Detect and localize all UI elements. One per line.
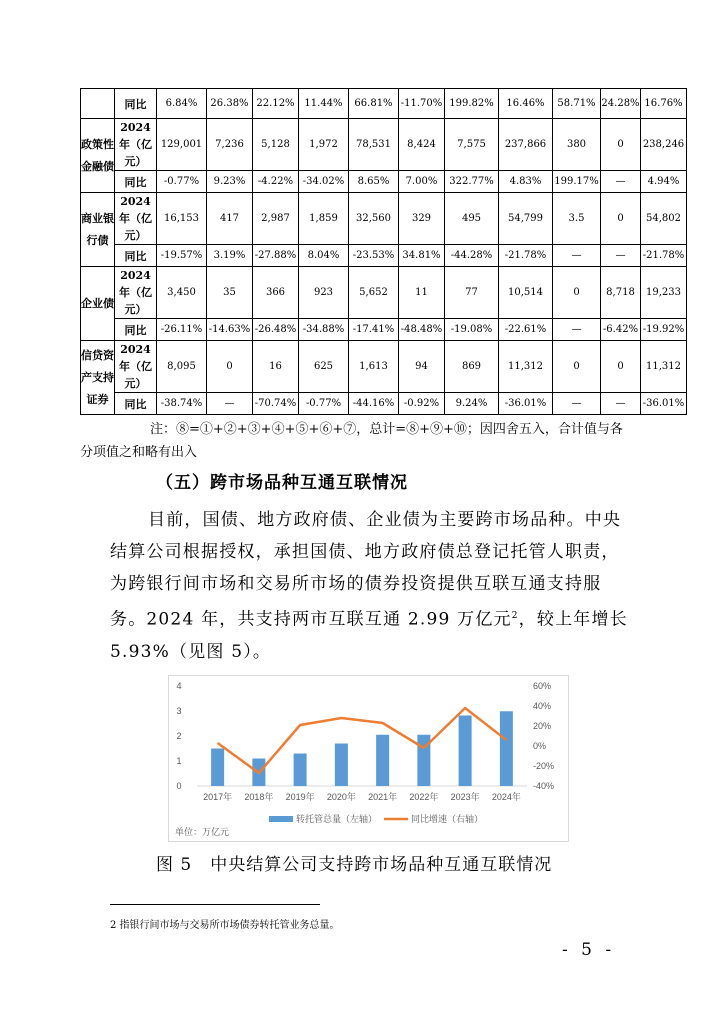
table-cell: 58.71% — [553, 89, 601, 119]
table-cell: -11.70% — [399, 89, 445, 119]
table-cell: 16.76% — [641, 89, 687, 119]
body-paragraph — [110, 504, 630, 668]
table-cell: 9.23% — [207, 171, 253, 193]
left-tick-label: 4 — [176, 681, 182, 691]
table-cell: 0 — [601, 341, 641, 393]
table-row-yoy — [81, 171, 687, 193]
table-cell: 8,424 — [399, 119, 445, 171]
table-cell: — — [207, 393, 253, 415]
table-row-value — [81, 341, 687, 393]
table-cell: 3,450 — [157, 267, 207, 319]
table-cell: 495 — [445, 193, 499, 245]
table-cell: 9.24% — [445, 393, 499, 415]
table-cell: 237,866 — [499, 119, 553, 171]
table-cell: -21.78% — [499, 245, 553, 267]
left-tick-label: 2 — [176, 731, 182, 741]
yoy-label: 同比 — [115, 89, 157, 119]
table-cell: -0.77% — [299, 393, 349, 415]
table-cell: 22.12% — [253, 89, 299, 119]
right-tick-label: -20% — [533, 761, 555, 771]
table-cell: 77 — [445, 267, 499, 319]
table-cell: 0 — [553, 267, 601, 319]
table-cell: 11,312 — [641, 341, 687, 393]
table-cell: -6.42% — [601, 319, 641, 341]
table-row-yoy — [81, 393, 687, 415]
x-tick-label: 2023年 — [450, 792, 480, 802]
table-cell: 380 — [553, 119, 601, 171]
footnote-mark: 2 — [511, 611, 519, 621]
table-row-prev-yoy — [81, 89, 687, 119]
table-cell: 923 — [299, 267, 349, 319]
table-cell: 129,001 — [157, 119, 207, 171]
category-cell: 信贷资产支持证券 — [81, 341, 115, 415]
footnote-divider — [110, 904, 320, 905]
table-cell: 869 — [445, 341, 499, 393]
table-cell: 7,575 — [445, 119, 499, 171]
x-tick-label: 2020年 — [326, 792, 356, 802]
table-cell: 7.00% — [399, 171, 445, 193]
table-cell: 322.77% — [445, 171, 499, 193]
figure-caption: 图 5 中央结算公司支持跨市场品种互通互联情况 — [156, 855, 553, 875]
table-cell: -0.77% — [157, 171, 207, 193]
table-cell: 19,233 — [641, 267, 687, 319]
table-cell: 0 — [207, 341, 253, 393]
table-cell: 26.38% — [207, 89, 253, 119]
table-cell: -44.16% — [349, 393, 399, 415]
table-cell: 32,560 — [349, 193, 399, 245]
yoy-label: 同比 — [115, 245, 157, 267]
value-label: 2024 年（亿元） — [115, 341, 157, 393]
table-cell: 8,718 — [601, 267, 641, 319]
table-cell: 8.04% — [299, 245, 349, 267]
table-cell: — — [553, 319, 601, 341]
table-cell: 24.28% — [601, 89, 641, 119]
value-label: 2024 年（亿元） — [115, 267, 157, 319]
table-cell: -48.48% — [399, 319, 445, 341]
table-cell: -44.28% — [445, 245, 499, 267]
table-cell: -26.48% — [253, 319, 299, 341]
table-cell: -36.01% — [641, 393, 687, 415]
bar-2017年 — [211, 749, 224, 787]
x-tick-label: 2022年 — [409, 792, 439, 802]
table-cell: -19.08% — [445, 319, 499, 341]
page-number: - 5 - — [562, 940, 616, 960]
table-cell: -23.53% — [349, 245, 399, 267]
bar-2020年 — [335, 744, 348, 787]
right-tick-label: 60% — [533, 681, 552, 691]
table-cell: — — [601, 171, 641, 193]
note-line-2: 分项值之和略有出入 — [80, 445, 198, 460]
table-cell: -0.92% — [399, 393, 445, 415]
bond-table — [80, 88, 687, 415]
yoy-label: 同比 — [115, 319, 157, 341]
table-cell: 7,236 — [207, 119, 253, 171]
right-tick-label: 40% — [533, 701, 552, 711]
legend-bar-label: 转托管总量（左轴） — [296, 814, 378, 824]
table-cell: — — [601, 245, 641, 267]
section-title: （五）跨市场品种互通互联情况 — [156, 473, 408, 493]
table-cell: 366 — [253, 267, 299, 319]
table-cell: -34.88% — [299, 319, 349, 341]
table-cell: -36.01% — [499, 393, 553, 415]
right-tick-label: 0% — [533, 741, 547, 751]
table-cell: -4.22% — [253, 171, 299, 193]
table-row-yoy — [81, 245, 687, 267]
table-cell: 10,514 — [499, 267, 553, 319]
table-row-value — [81, 193, 687, 245]
table-cell: 1,859 — [299, 193, 349, 245]
left-tick-label: 1 — [176, 756, 182, 766]
value-label: 2024 年（亿元） — [115, 119, 157, 171]
table-cell: — — [553, 393, 601, 415]
x-tick-label: 2019年 — [285, 792, 315, 802]
table-cell: 16 — [253, 341, 299, 393]
table-cell: -19.92% — [641, 319, 687, 341]
table-cell: 199.82% — [445, 89, 499, 119]
blank-cell — [81, 89, 115, 119]
bar-2024年 — [500, 711, 513, 786]
left-tick-label: 3 — [176, 706, 182, 716]
yoy-label: 同比 — [115, 171, 157, 193]
cross-market-chart — [169, 676, 568, 841]
table-cell: 329 — [399, 193, 445, 245]
table-cell: 199.17% — [553, 171, 601, 193]
table-cell: 35 — [207, 267, 253, 319]
table-cell: 6.84% — [157, 89, 207, 119]
table-cell: 11 — [399, 267, 445, 319]
table-cell: 5,652 — [349, 267, 399, 319]
table-cell: -27.88% — [253, 245, 299, 267]
legend-bar-swatch — [269, 816, 293, 822]
yoy-label: 同比 — [115, 393, 157, 415]
legend-line-label: 同比增速（右轴） — [411, 814, 484, 824]
table-cell: -21.78% — [641, 245, 687, 267]
table-cell: 34.81% — [399, 245, 445, 267]
table-cell: -14.63% — [207, 319, 253, 341]
table-cell: -34.02% — [299, 171, 349, 193]
table-cell: — — [553, 245, 601, 267]
table-row-yoy — [81, 319, 687, 341]
table-cell: 0 — [553, 341, 601, 393]
table-cell: 8.65% — [349, 171, 399, 193]
table-note — [80, 418, 640, 464]
table-cell: -19.57% — [157, 245, 207, 267]
value-label: 2024 年（亿元） — [115, 193, 157, 245]
table-cell: 54,799 — [499, 193, 553, 245]
table-cell: 3.5 — [553, 193, 601, 245]
table-cell: 625 — [299, 341, 349, 393]
table-cell: 3.19% — [207, 245, 253, 267]
bar-2019年 — [294, 754, 307, 787]
table-cell: 4.94% — [641, 171, 687, 193]
table-cell: -17.41% — [349, 319, 399, 341]
table-cell: 1,613 — [349, 341, 399, 393]
bar-2023年 — [459, 716, 472, 787]
x-tick-label: 2018年 — [244, 792, 274, 802]
left-tick-label: 0 — [176, 781, 182, 791]
table-cell: -70.74% — [253, 393, 299, 415]
table-cell: 94 — [399, 341, 445, 393]
paragraph-text-after: ，较上年增长 5.93%（见图 5）。 — [110, 609, 628, 662]
table-cell: 5,128 — [253, 119, 299, 171]
table-cell: 11.44% — [299, 89, 349, 119]
table-cell: 11,312 — [499, 341, 553, 393]
table-cell: 0 — [601, 193, 641, 245]
table-cell: 2,987 — [253, 193, 299, 245]
table-cell: 8,095 — [157, 341, 207, 393]
footnote: 2 指银行间市场与交易所市场债券转托管业务总量。 — [110, 920, 340, 931]
table-cell: 54,802 — [641, 193, 687, 245]
table-cell: — — [601, 393, 641, 415]
table-cell: -38.74% — [157, 393, 207, 415]
note-line-1: 注：⑧=①+②+③+④+⑤+⑥+⑦，总计=⑧+⑨+⑩；因四舍五入，合计值与各 — [150, 422, 623, 437]
table-row-value — [81, 119, 687, 171]
table-cell: 16.46% — [499, 89, 553, 119]
table-cell: 417 — [207, 193, 253, 245]
unit-label: 单位：万亿元 — [175, 827, 230, 837]
chart-frame — [168, 675, 569, 842]
paragraph-text: 目前，国债、地方政府债、企业债为主要跨市场品种。中央结算公司根据授权，承担国债、地方政府债总登记托管人职责，为跨银行间市场和交易所市场的债券投资提供互联互通支持服务。2024 年，共支持两市互联互通 2.99 万亿元 — [110, 510, 622, 630]
right-tick-label: 20% — [533, 721, 552, 731]
table-cell: -22.61% — [499, 319, 553, 341]
table-cell: 78,531 — [349, 119, 399, 171]
right-tick-label: -40% — [533, 781, 555, 791]
x-tick-label: 2021年 — [368, 792, 398, 802]
x-tick-label: 2017年 — [203, 792, 233, 802]
table-cell: 1,972 — [299, 119, 349, 171]
table-cell: 16,153 — [157, 193, 207, 245]
category-cell: 企业债 — [81, 267, 115, 341]
table-cell: -26.11% — [157, 319, 207, 341]
table-row-value — [81, 267, 687, 319]
category-cell: 政策性金融债 — [81, 119, 115, 193]
table-cell: 238,246 — [641, 119, 687, 171]
category-cell: 商业银行债 — [81, 193, 115, 267]
table-cell: 0 — [601, 119, 641, 171]
table-cell: 66.81% — [349, 89, 399, 119]
bar-2021年 — [376, 735, 389, 786]
x-tick-label: 2024年 — [491, 792, 521, 802]
table-cell: 4.83% — [499, 171, 553, 193]
